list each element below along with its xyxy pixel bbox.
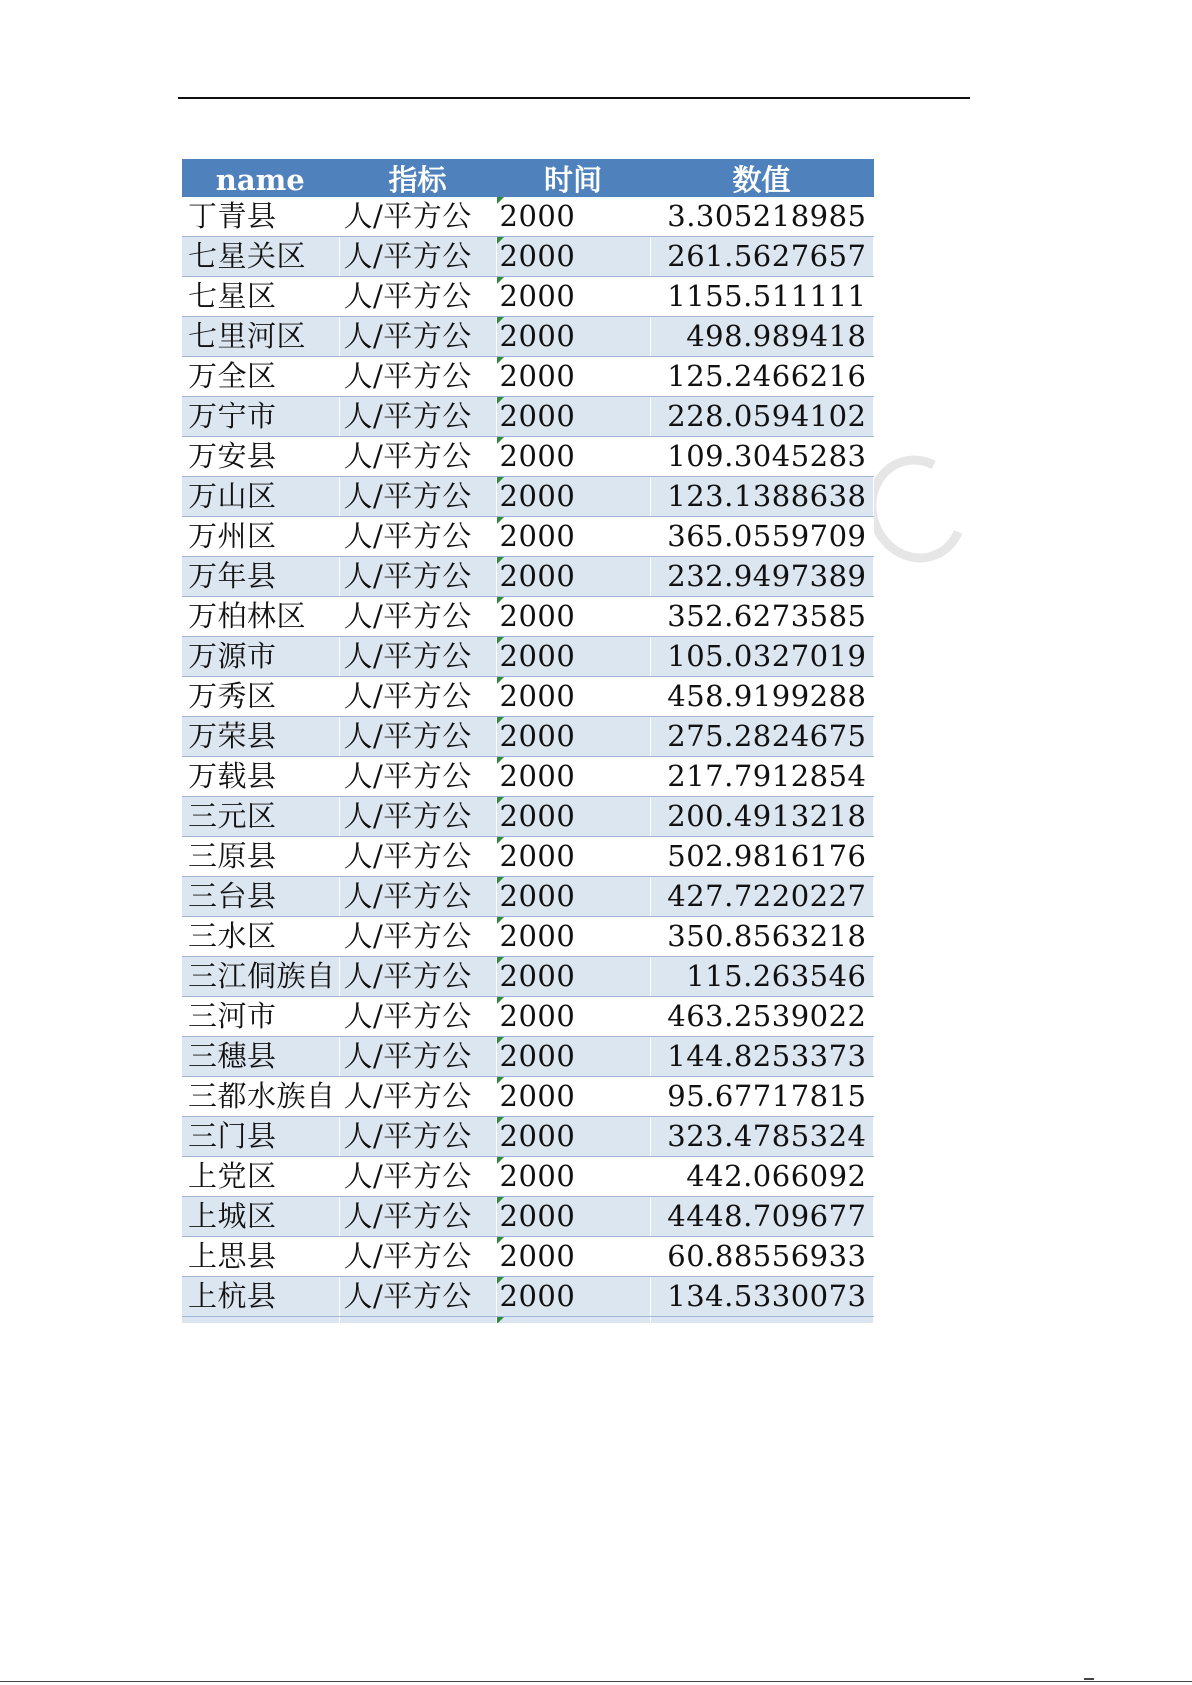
cell-time-text: 2000 <box>499 839 576 873</box>
table-row <box>182 1157 873 1197</box>
text-number-flag-icon <box>497 1237 504 1244</box>
cell-time-text: 2000 <box>499 1039 576 1073</box>
cell-name: 万荣县 <box>182 717 339 757</box>
column-header-time: 时间 <box>496 159 650 197</box>
table-row <box>182 757 873 797</box>
cell-value: 442.066092 <box>650 1157 873 1197</box>
cell-name: 三元区 <box>182 797 339 837</box>
cell-time <box>496 557 650 597</box>
text-number-flag-icon <box>497 597 504 604</box>
cell-time <box>496 357 650 397</box>
cell-value: 458.9199288 <box>650 677 873 717</box>
cell-name: 三水区 <box>182 917 339 957</box>
cell-time <box>496 317 650 357</box>
cell-value: 228.0594102 <box>650 397 873 437</box>
table-row <box>182 357 873 397</box>
cell-time-text: 2000 <box>499 679 576 713</box>
table-row <box>182 877 873 917</box>
cell-name: 万柏林区 <box>182 597 339 637</box>
text-number-flag-icon <box>497 837 504 844</box>
cell-time <box>496 677 650 717</box>
cell-value: 502.9816176 <box>650 837 873 877</box>
cell-time-text: 2000 <box>499 559 576 593</box>
cell-value: 261.5627657 <box>650 237 873 277</box>
cell-time-text: 2000 <box>499 879 576 913</box>
cell-value: 200.4913218 <box>650 797 873 837</box>
cell-name: 上城区 <box>182 1197 339 1237</box>
table-row <box>182 397 873 437</box>
text-number-flag-icon <box>497 797 504 804</box>
cell-name: 上党区 <box>182 1157 339 1197</box>
text-number-flag-icon <box>497 917 504 924</box>
cell-time-text: 2000 <box>499 1079 576 1113</box>
cell-name: 三原县 <box>182 837 339 877</box>
cell-time <box>496 437 650 477</box>
cell-value: 105.0327019 <box>650 637 873 677</box>
cell-name: 三门县 <box>182 1117 339 1157</box>
cell-time-text: 2000 <box>499 999 576 1033</box>
table-row <box>182 557 873 597</box>
cell-time <box>496 277 650 317</box>
cell-value: 115.263546 <box>650 957 873 997</box>
table-body <box>182 197 873 1323</box>
cell-time <box>496 397 650 437</box>
text-number-flag-icon <box>497 1277 504 1284</box>
cell-time-text: 2000 <box>499 279 576 313</box>
cell-indicator: 人/平方公 <box>339 1237 496 1277</box>
column-header-indicator: 指标 <box>339 159 496 197</box>
cell-time-text: 2000 <box>499 599 576 633</box>
text-number-flag-icon <box>497 877 504 884</box>
cell-name: 三江侗族自 <box>182 957 339 997</box>
cell-time-text: 2000 <box>499 519 576 553</box>
table-row <box>182 597 873 637</box>
text-number-flag-icon <box>497 957 504 964</box>
cell-name: 三河市 <box>182 997 339 1037</box>
cell-time-text: 2000 <box>499 1119 576 1153</box>
cell-name: 万年县 <box>182 557 339 597</box>
cell-indicator: 人/平方公 <box>339 757 496 797</box>
cell-time <box>496 877 650 917</box>
text-number-flag-icon <box>497 397 504 404</box>
cell-name: 七里河区 <box>182 317 339 357</box>
cell-indicator: 人/平方公 <box>339 1157 496 1197</box>
cell-time <box>496 1157 650 1197</box>
cell-time-text: 2000 <box>499 1199 576 1233</box>
cell-name: 上杭县 <box>182 1277 339 1317</box>
cell-time-text: 2000 <box>499 719 576 753</box>
cell-indicator: 人/平方公 <box>339 1077 496 1117</box>
cell-indicator: 人/平方公 <box>339 1277 496 1317</box>
cell-time <box>496 1037 650 1077</box>
cell-cutoff <box>182 1317 339 1324</box>
cell-value: 134.5330073 <box>650 1277 873 1317</box>
cell-indicator: 人/平方公 <box>339 237 496 277</box>
cell-name: 万全区 <box>182 357 339 397</box>
cell-value: 217.7912854 <box>650 757 873 797</box>
cell-indicator: 人/平方公 <box>339 717 496 757</box>
cell-indicator: 人/平方公 <box>339 597 496 637</box>
table-row <box>182 517 873 557</box>
cell-name: 万秀区 <box>182 677 339 717</box>
cell-time-text: 2000 <box>499 959 576 993</box>
table-row <box>182 797 873 837</box>
cell-indicator: 人/平方公 <box>339 557 496 597</box>
cell-indicator: 人/平方公 <box>339 517 496 557</box>
cell-time-text: 2000 <box>499 1159 576 1193</box>
cell-time-text: 2000 <box>499 1239 576 1273</box>
cell-time-text: 2000 <box>499 399 576 433</box>
cell-time <box>496 917 650 957</box>
cell-name: 丁青县 <box>182 197 339 237</box>
table-row <box>182 957 873 997</box>
cell-value: 4448.709677 <box>650 1197 873 1237</box>
text-number-flag-icon <box>497 677 504 684</box>
cell-value: 123.1388638 <box>650 477 873 517</box>
cell-value: 350.8563218 <box>650 917 873 957</box>
data-table <box>182 159 874 1323</box>
cell-indicator: 人/平方公 <box>339 317 496 357</box>
cell-value: 109.3045283 <box>650 437 873 477</box>
cell-time <box>496 1077 650 1117</box>
cell-time-text: 2000 <box>499 239 576 273</box>
cell-time-text: 2000 <box>499 479 576 513</box>
text-number-flag-icon <box>497 477 504 484</box>
cell-value: 95.67717815 <box>650 1077 873 1117</box>
cell-time-text: 2000 <box>499 359 576 393</box>
cell-indicator: 人/平方公 <box>339 997 496 1037</box>
cell-time-text: 2000 <box>499 439 576 473</box>
cell-name: 上思县 <box>182 1237 339 1277</box>
cell-value: 365.0559709 <box>650 517 873 557</box>
cell-time-text: 2000 <box>499 759 576 793</box>
cell-time <box>496 757 650 797</box>
table-row <box>182 1077 873 1117</box>
cell-value: 1155.511111 <box>650 277 873 317</box>
cell-time <box>496 637 650 677</box>
cell-indicator: 人/平方公 <box>339 957 496 997</box>
table-row <box>182 317 873 357</box>
cell-time <box>496 237 650 277</box>
table-row <box>182 717 873 757</box>
table-row <box>182 917 873 957</box>
table-row <box>182 197 873 237</box>
text-number-flag-icon <box>497 997 504 1004</box>
cell-indicator: 人/平方公 <box>339 437 496 477</box>
cell-value: 352.6273585 <box>650 597 873 637</box>
cell-time <box>496 517 650 557</box>
cell-value: 463.2539022 <box>650 997 873 1037</box>
cell-indicator: 人/平方公 <box>339 1117 496 1157</box>
text-number-flag-icon <box>497 1317 504 1323</box>
cell-name: 万安县 <box>182 437 339 477</box>
table-row-cutoff <box>182 1317 873 1324</box>
text-number-flag-icon <box>497 357 504 364</box>
cell-indicator: 人/平方公 <box>339 837 496 877</box>
cell-name: 七星区 <box>182 277 339 317</box>
cell-name: 三穗县 <box>182 1037 339 1077</box>
cell-indicator: 人/平方公 <box>339 397 496 437</box>
cell-indicator: 人/平方公 <box>339 637 496 677</box>
cell-time <box>496 797 650 837</box>
cell-time <box>496 997 650 1037</box>
text-number-flag-icon <box>497 557 504 564</box>
cell-indicator: 人/平方公 <box>339 197 496 237</box>
cell-indicator: 人/平方公 <box>339 877 496 917</box>
cell-indicator: 人/平方公 <box>339 277 496 317</box>
text-number-flag-icon <box>497 237 504 244</box>
cell-value: 144.8253373 <box>650 1037 873 1077</box>
cell-indicator: 人/平方公 <box>339 917 496 957</box>
table-row <box>182 677 873 717</box>
cell-time-text: 2000 <box>499 199 576 233</box>
cell-time <box>496 1237 650 1277</box>
cell-indicator: 人/平方公 <box>339 1197 496 1237</box>
cell-cutoff <box>496 1317 650 1324</box>
table-row <box>182 477 873 517</box>
cell-value: 427.7220227 <box>650 877 873 917</box>
cell-name: 万载县 <box>182 757 339 797</box>
table-row <box>182 637 873 677</box>
cell-name: 七星关区 <box>182 237 339 277</box>
cell-indicator: 人/平方公 <box>339 357 496 397</box>
table-row <box>182 1197 873 1237</box>
table-row <box>182 437 873 477</box>
table-row <box>182 837 873 877</box>
text-number-flag-icon <box>497 437 504 444</box>
cell-time <box>496 1197 650 1237</box>
cell-value: 232.9497389 <box>650 557 873 597</box>
cell-time-text: 2000 <box>499 1279 576 1313</box>
cell-name: 万源市 <box>182 637 339 677</box>
cell-time-text: 2000 <box>499 919 576 953</box>
cell-time <box>496 477 650 517</box>
cell-value: 60.88556933 <box>650 1237 873 1277</box>
column-header-name: name <box>182 159 339 197</box>
text-number-flag-icon <box>497 1037 504 1044</box>
cell-time <box>496 717 650 757</box>
cell-time <box>496 1277 650 1317</box>
cell-value: 275.2824675 <box>650 717 873 757</box>
cell-cutoff <box>650 1317 873 1324</box>
page-footer-rule <box>0 1681 1192 1682</box>
table-header-row <box>182 159 873 197</box>
cell-time-text: 2000 <box>499 319 576 353</box>
cell-time <box>496 197 650 237</box>
cell-time <box>496 837 650 877</box>
cell-time-text: 2000 <box>499 799 576 833</box>
table-row <box>182 1117 873 1157</box>
text-number-flag-icon <box>497 1077 504 1084</box>
cell-time <box>496 1117 650 1157</box>
table-row <box>182 1037 873 1077</box>
text-number-flag-icon <box>497 1197 504 1204</box>
cell-value: 125.2466216 <box>650 357 873 397</box>
column-header-value: 数值 <box>650 159 873 197</box>
text-number-flag-icon <box>497 757 504 764</box>
text-number-flag-icon <box>497 1117 504 1124</box>
text-number-flag-icon <box>497 717 504 724</box>
cell-value: 498.989418 <box>650 317 873 357</box>
spreadsheet-table-image <box>182 159 873 1323</box>
cell-indicator: 人/平方公 <box>339 477 496 517</box>
table-row <box>182 1277 873 1317</box>
page-header-rule <box>178 97 970 99</box>
cell-indicator: 人/平方公 <box>339 1037 496 1077</box>
cell-time-text: 2000 <box>499 639 576 673</box>
text-number-flag-icon <box>497 197 504 204</box>
cell-name: 三都水族自 <box>182 1077 339 1117</box>
cell-value: 323.4785324 <box>650 1117 873 1157</box>
table-row <box>182 997 873 1037</box>
cell-name: 万宁市 <box>182 397 339 437</box>
page-footer-mark <box>1084 1678 1094 1680</box>
text-number-flag-icon <box>497 1157 504 1164</box>
table-row <box>182 1237 873 1277</box>
cell-name: 三台县 <box>182 877 339 917</box>
table-row <box>182 277 873 317</box>
cell-name: 万山区 <box>182 477 339 517</box>
text-number-flag-icon <box>497 317 504 324</box>
text-number-flag-icon <box>497 517 504 524</box>
table-row <box>182 237 873 277</box>
cell-name: 万州区 <box>182 517 339 557</box>
text-number-flag-icon <box>497 637 504 644</box>
text-number-flag-icon <box>497 277 504 284</box>
cell-time <box>496 957 650 997</box>
cell-value: 3.305218985 <box>650 197 873 237</box>
cell-cutoff <box>339 1317 496 1324</box>
cell-indicator: 人/平方公 <box>339 677 496 717</box>
cell-time <box>496 597 650 637</box>
cell-indicator: 人/平方公 <box>339 797 496 837</box>
